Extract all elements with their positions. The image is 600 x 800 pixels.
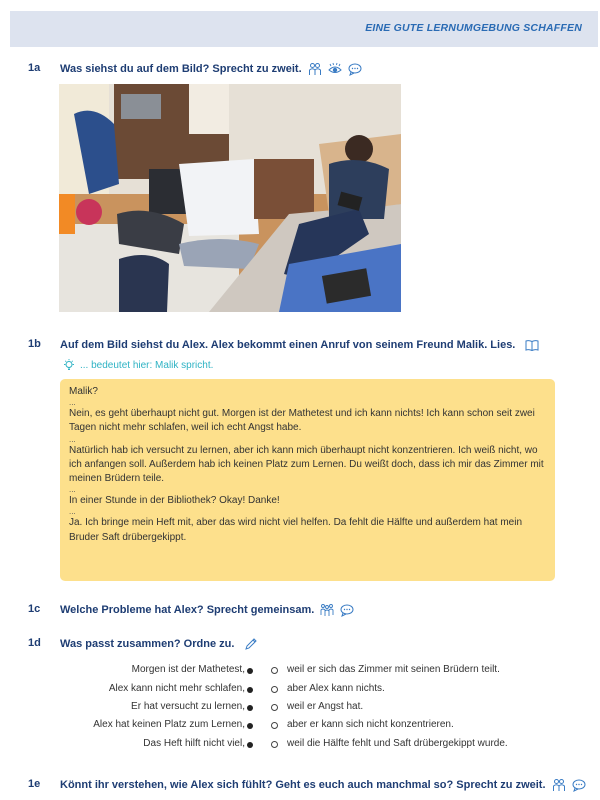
task-instruction-text: Was passt zusammen? Ordne zu. (60, 638, 235, 650)
speech-bubble-icon (348, 62, 362, 76)
match-right-item: weil die Hälfte fehlt und Saft drübergekippt wurde. (287, 738, 508, 749)
task-number: 1b (28, 338, 41, 350)
match-left-item: Morgen ist der Mathetest, (131, 664, 245, 675)
task-number: 1a (28, 62, 41, 74)
tip-hint (62, 358, 213, 372)
dialog-line: Ja. Ich bringe mein Heft mit, aber das wird nicht viel helfen. Da fehlt die Hälfte und außerdem hat mein Bruder Saft drübergekippt. (69, 517, 525, 543)
match-right-dot[interactable] (271, 722, 278, 729)
dialog-line: Natürlich hab ich versucht zu lernen, aber ich kann mich überhaupt nicht konzentrieren. Ich weiß nicht, wo ich anfangen soll. Außerdem hab ich keinen Platz zum Lernen. Du weißt doch, dass ich mir das Zimmer mit meinen Brüdern teile. (69, 444, 547, 485)
match-right-dot[interactable] (271, 741, 278, 748)
chapter-header (10, 11, 598, 47)
match-left-item: Alex kann nicht mehr schlafen, (108, 683, 245, 694)
dialog-pause: ... (69, 485, 76, 495)
task-instruction (60, 603, 354, 617)
pair-work-icon (552, 778, 566, 792)
task-instruction (60, 338, 539, 352)
dialog-line: In einer Stunde in der Bibliothek? Okay! Danke! (69, 495, 280, 507)
match-left-item: Alex hat keinen Platz zum Lernen, (93, 719, 245, 730)
chapter-title: EINE GUTE LERNUMGEBUNG SCHAFFEN (365, 22, 582, 34)
lightbulb-icon (62, 358, 76, 372)
pair-work-icon (308, 62, 322, 76)
tip-text: ... bedeutet hier: Malik spricht. (80, 359, 214, 371)
task-instruction (60, 62, 362, 76)
group-work-icon (320, 603, 334, 617)
look-eye-icon (328, 62, 342, 76)
match-right-item: weil er sich das Zimmer mit seinen Brüdern teilt. (287, 664, 500, 675)
task-instruction-text: Welche Probleme hat Alex? Sprecht gemeinsam. (60, 604, 315, 616)
dialog-pause: ... (69, 434, 76, 444)
task-instruction (60, 778, 586, 792)
open-book-icon (525, 338, 539, 352)
pencil-icon (244, 637, 258, 651)
task-instruction-text: Auf dem Bild siehst du Alex. Alex bekommt einen Anruf von seinem Freund Malik. Lies. (60, 339, 516, 351)
match-left-dot[interactable] (247, 742, 253, 748)
task-number: 1c (28, 603, 41, 615)
phone-dialog-text (60, 379, 555, 581)
match-left-dot[interactable] (247, 668, 253, 674)
speech-bubble-icon (340, 603, 354, 617)
dialog-pause: ... (69, 398, 76, 408)
task-number: 1d (28, 637, 41, 649)
match-left-item: Das Heft hilft nicht viel, (143, 738, 245, 749)
messy-room-photo (59, 84, 401, 312)
match-left-dot[interactable] (247, 687, 253, 693)
dialog-line: Malik? (69, 386, 98, 397)
match-right-dot[interactable] (271, 686, 278, 693)
task-number: 1e (28, 778, 41, 790)
task-instruction-text: Was siehst du auf dem Bild? Sprecht zu zweit. (60, 63, 302, 75)
dialog-line: Nein, es geht überhaupt nicht gut. Morgen ist der Mathetest und ich kann nichts! Ich kann schon seit zwei Tagen nicht mehr schlafen, weil ich echt Angst habe. (69, 408, 538, 434)
speech-bubble-icon (572, 778, 586, 792)
task-instruction-text: Könnt ihr verstehen, wie Alex sich fühlt? Geht es euch auch manchmal so? Sprecht zu zweit. (60, 779, 546, 791)
task-instruction (60, 637, 258, 651)
match-left-dot[interactable] (247, 705, 253, 711)
match-right-item: weil er Angst hat. (287, 701, 364, 712)
dialog-pause: ... (69, 507, 76, 517)
match-left-dot[interactable] (247, 723, 253, 729)
match-right-dot[interactable] (271, 704, 278, 711)
match-right-item: aber Alex kann nichts. (287, 683, 385, 694)
match-right-item: aber er kann sich nicht konzentrieren. (287, 719, 454, 730)
match-left-item: Er hat versucht zu lernen, (131, 701, 245, 712)
match-right-dot[interactable] (271, 667, 278, 674)
